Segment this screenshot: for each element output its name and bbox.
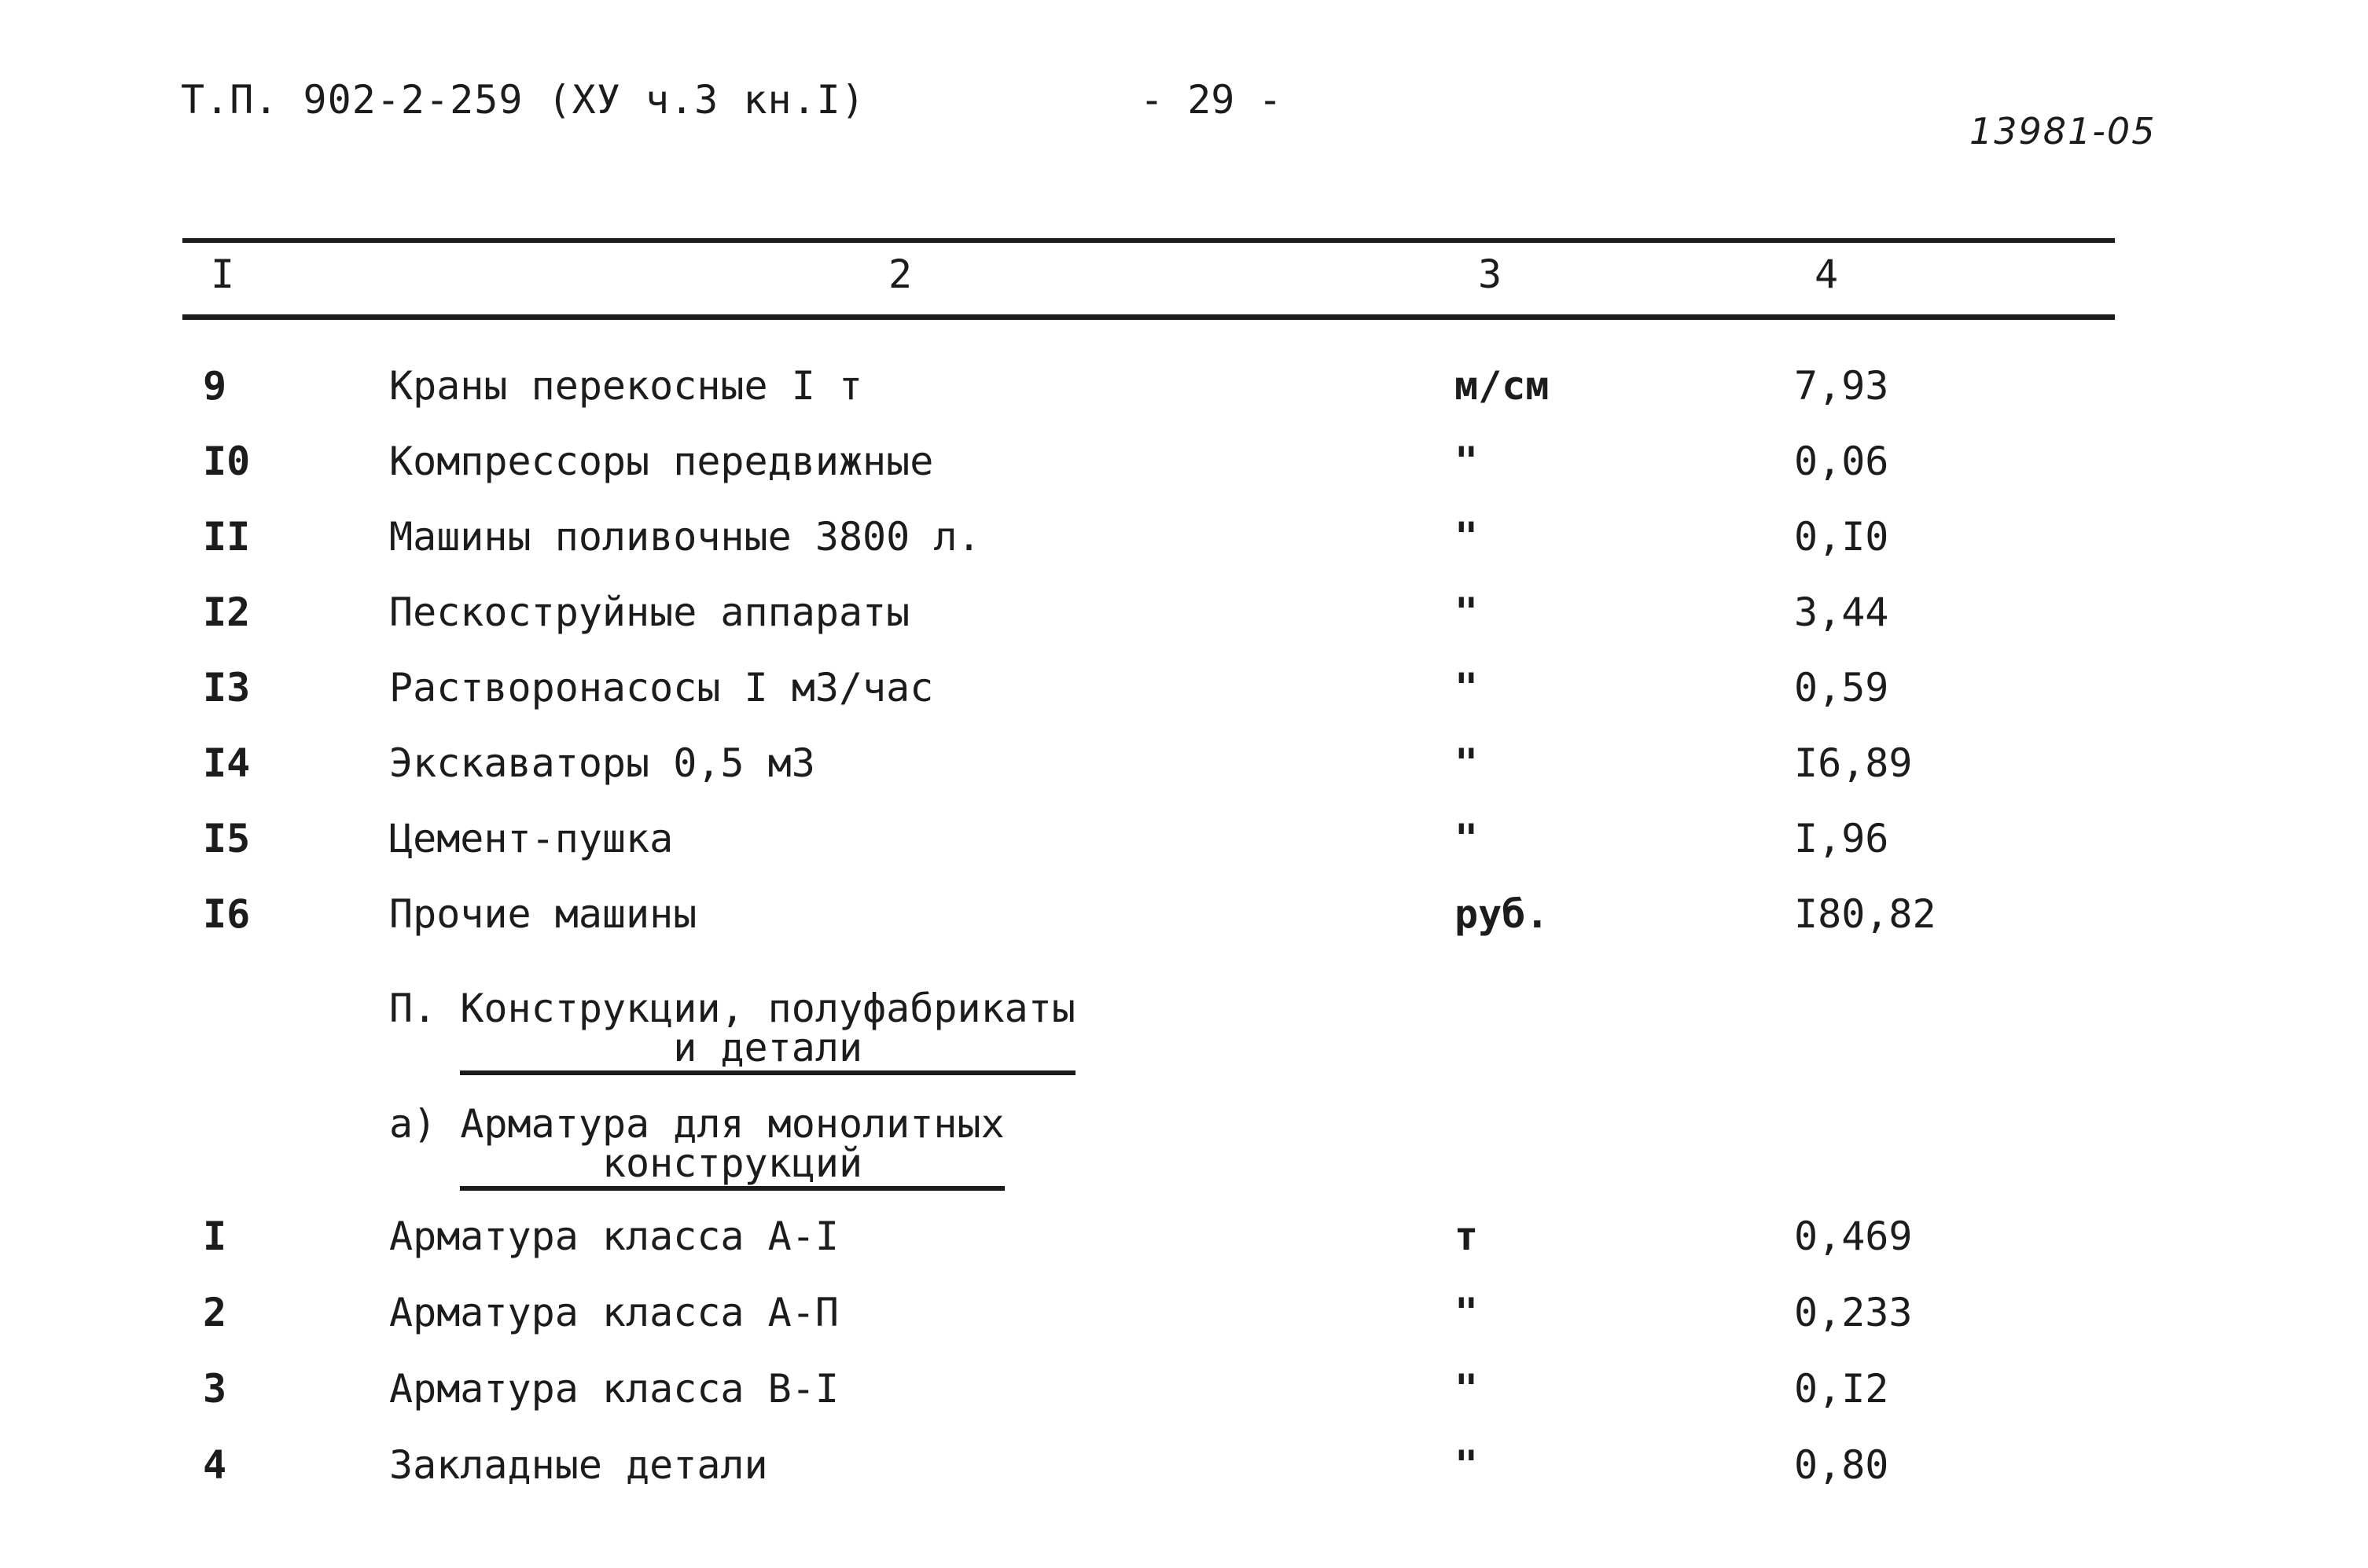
row-unit: " <box>1454 665 1479 711</box>
row-name: Пескоструйные аппараты <box>389 589 910 635</box>
row-unit: " <box>1454 816 1479 861</box>
column-number-1: I <box>211 252 235 297</box>
row-unit: м/см <box>1454 363 1550 409</box>
subsection-title-line-2: конструкций <box>601 1140 863 1186</box>
row-name: Компрессоры передвижные <box>389 439 934 484</box>
row-name: Машины поливочные 3800 л. <box>389 514 981 560</box>
table-row <box>0 514 2368 585</box>
row-name: Растворонасосы I м3/час <box>389 665 934 711</box>
table-row <box>0 1214 2368 1284</box>
row-number: 4 <box>203 1442 227 1488</box>
row-value: I6,89 <box>1794 740 1913 786</box>
table-row <box>0 816 2368 887</box>
row-value: I80,82 <box>1794 891 1936 937</box>
table-row <box>0 740 2368 811</box>
row-number: I3 <box>203 665 251 711</box>
row-unit: " <box>1454 1442 1479 1488</box>
row-value: 3,44 <box>1794 589 1889 635</box>
section-title <box>460 986 1076 1075</box>
table-row <box>0 589 2368 660</box>
table-row <box>0 1442 2368 1513</box>
table-row <box>0 1290 2368 1361</box>
column-number-3: 3 <box>1478 252 1502 297</box>
row-value: 0,80 <box>1794 1442 1889 1488</box>
row-unit: руб. <box>1454 891 1550 937</box>
table-row <box>0 363 2368 434</box>
row-value: 0,I0 <box>1794 514 1889 560</box>
column-number-2: 2 <box>888 252 913 297</box>
table-row <box>0 665 2368 736</box>
row-value: 7,93 <box>1794 363 1889 409</box>
subsection-title-line-1: Арматура для монолитных <box>460 1101 1005 1147</box>
row-unit: " <box>1454 514 1479 560</box>
row-value: 0,233 <box>1794 1290 1913 1335</box>
row-unit: " <box>1454 1290 1479 1335</box>
row-number: I6 <box>203 891 251 937</box>
row-unit: т <box>1454 1214 1479 1259</box>
row-name: Арматура класса В-I <box>389 1366 839 1412</box>
subsection-marker: а) <box>389 1101 437 1147</box>
table-top-rule <box>182 238 2115 243</box>
row-number: I0 <box>203 439 251 484</box>
row-number: I2 <box>203 589 251 635</box>
section-marker: П. <box>389 986 437 1031</box>
row-value: 0,06 <box>1794 439 1889 484</box>
row-name: Краны перекосные I т <box>389 363 863 409</box>
row-value: I,96 <box>1794 816 1889 861</box>
row-number: II <box>203 514 251 560</box>
row-name: Арматура класса А-I <box>389 1214 839 1259</box>
row-number: I <box>203 1214 227 1259</box>
subsection-title <box>460 1101 1005 1191</box>
section-heading <box>389 986 1076 1075</box>
row-value: 0,469 <box>1794 1214 1913 1259</box>
page-number: - 29 - <box>1140 77 1282 123</box>
row-name: Арматура класса А-П <box>389 1290 839 1335</box>
row-number: 9 <box>203 363 227 409</box>
row-name: Закладные детали <box>389 1442 768 1488</box>
column-number-4: 4 <box>1815 252 1839 297</box>
handwritten-archive-number: 13981-05 <box>1969 110 2157 152</box>
row-number: I4 <box>203 740 251 786</box>
table-header-rule <box>182 314 2115 320</box>
row-value: 0,I2 <box>1794 1366 1889 1412</box>
table-row <box>0 439 2368 509</box>
table-row <box>0 1366 2368 1437</box>
row-name: Прочие машины <box>389 891 697 937</box>
row-unit: " <box>1454 740 1479 786</box>
section-title-line-2: и детали <box>673 1025 863 1070</box>
row-unit: " <box>1454 589 1479 635</box>
section-title-line-1: Конструкции, полуфабрикаты <box>460 986 1076 1031</box>
row-unit: " <box>1454 1366 1479 1412</box>
row-name: Экскаваторы 0,5 м3 <box>389 740 815 786</box>
row-number: 3 <box>203 1366 227 1412</box>
row-name: Цемент-пушка <box>389 816 674 861</box>
document-reference: Т.П. 902-2-259 (ХУ ч.3 кн.I) <box>181 77 866 123</box>
row-number: 2 <box>203 1290 227 1335</box>
subsection-heading <box>389 1101 1005 1191</box>
table-row <box>0 891 2368 962</box>
row-value: 0,59 <box>1794 665 1889 711</box>
row-unit: " <box>1454 439 1479 484</box>
row-number: I5 <box>203 816 251 861</box>
